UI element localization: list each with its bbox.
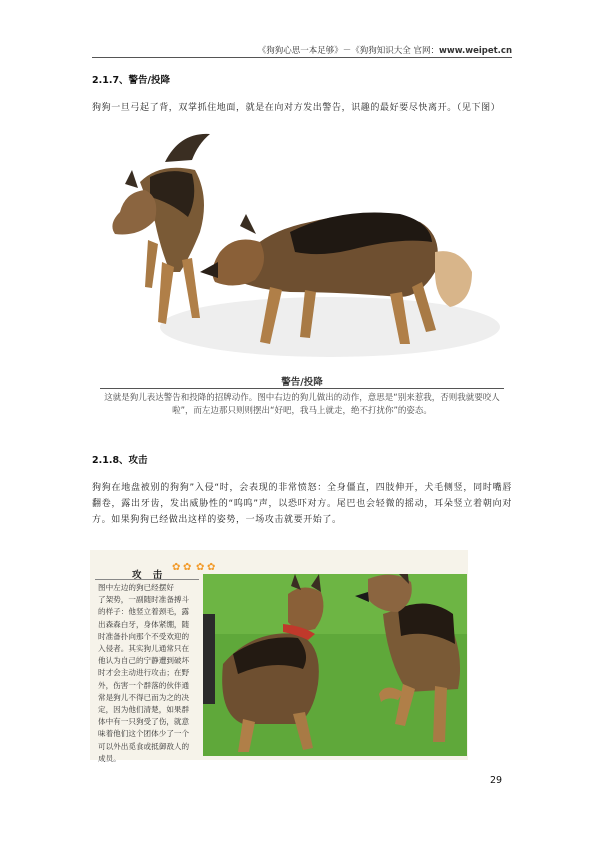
section-text-attack: 狗狗在地盘被别的狗狗”入侵“时，会表现的非常愤怒：全身僵直，四肢伸开，犬毛侧竖，同时嘴唇翻卷，露出牙齿，发出威胁性的“呜呜”声，以恐吓对方。尾巴也会轻微的摇动，耳朵竖立着朝向对方。如果狗狗已经做出这样的姿势，一场攻击就要开始了。 [92, 483, 512, 525]
figure-caption-text: 这就是狗儿表达警告和投降的招牌动作。图中右边的狗儿做出的动作，意思是“别来惹我，否则我就要咬人啦”，而左边那只则则摆出“好吧，我马上就走，绝不打扰你”的姿态。 [104, 393, 500, 416]
paw-icon: ✿ [207, 562, 216, 573]
header-site: www.weipet.cn [438, 46, 512, 56]
paw-icon: ✿ [172, 562, 181, 573]
attack-sidebar-text: 图中左边的狗已经摆好 了架势，一副随时准备搏斗 的样子：他竖立着颈毛，露 出森森白牙，身体紧绷，随 时准备扑向那个不受欢迎的 入侵者。其实狗儿通常只在 他认为自己的宁静遭到破坏 时才会主动进行攻击；在野 外，伤害一个群落的伙伴通 常是狗儿不得已而为之的决 定，因为他们清楚，如果群 体中有一只狗受了伤，就意 味着他们这个团体少了一个 可以外出觅食或抵御敌人的 成员。 [98, 583, 190, 763]
warning-dogs-photo [100, 122, 500, 372]
attack-sidebar-divider [95, 579, 199, 580]
caption-divider [100, 388, 504, 389]
figure-caption-title: 警告/投降 [281, 377, 323, 388]
section-text-warning: 狗狗一旦弓起了背，双掌抓住地面，就是在向对方发出警告，识趣的最好要尽快离开。（见下图） [92, 103, 501, 113]
left-dog-illustration [112, 134, 210, 324]
header-title: 《狗狗心思一本足够》－《狗狗知识大全 官网： [257, 46, 439, 56]
paw-icon: ✿ [196, 562, 205, 573]
attack-sidebar-title: 攻 击 [132, 570, 167, 581]
section-title-warning: 2.1.7、警告/投降 [92, 75, 171, 86]
page-number: 29 [490, 775, 503, 786]
paw-icon: ✿ [183, 562, 192, 573]
page-header [92, 44, 512, 56]
section-title-attack: 2.1.8、攻击 [92, 455, 148, 466]
header-divider [92, 57, 512, 58]
attack-dogs-photo [203, 574, 467, 756]
